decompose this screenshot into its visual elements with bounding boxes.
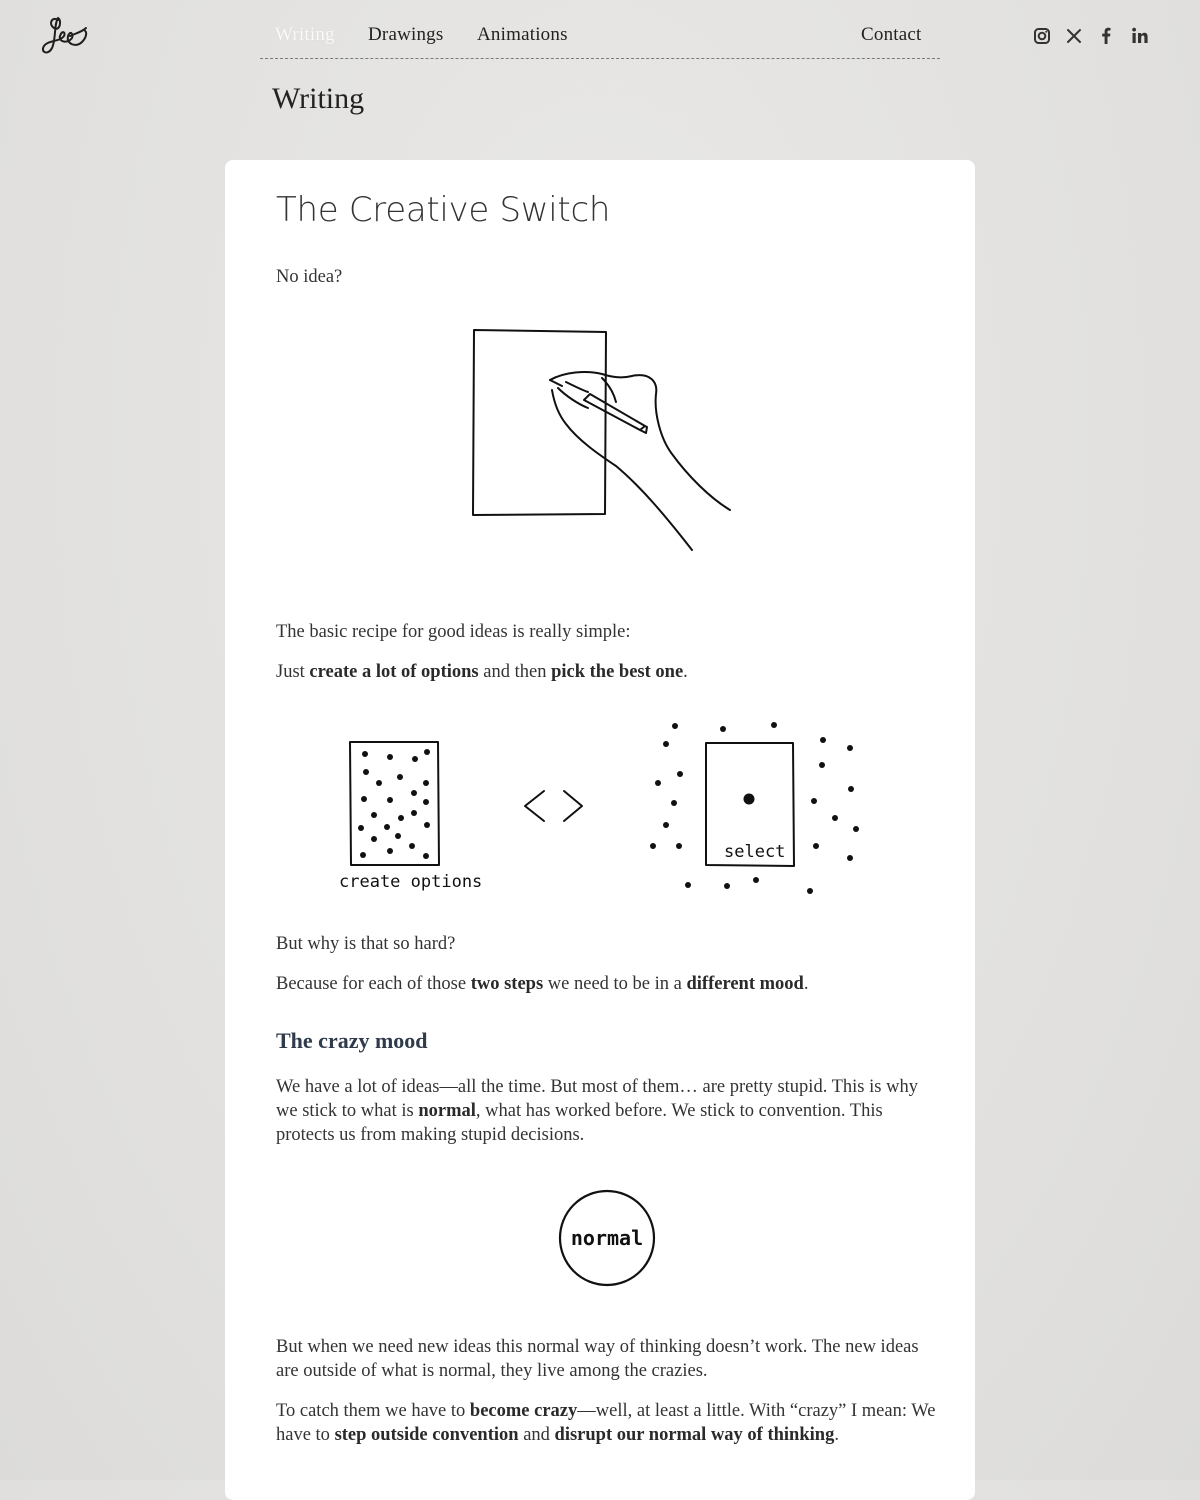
x-icon[interactable] xyxy=(1063,25,1085,47)
main-nav xyxy=(260,22,940,59)
heading-crazy-mood: The crazy mood xyxy=(276,1028,428,1053)
label-normal: normal xyxy=(570,1226,644,1250)
nav-link-drawings[interactable]: Drawings xyxy=(368,24,444,45)
illustration-options-select xyxy=(326,715,926,905)
page-title: Writing xyxy=(272,82,365,115)
article-title: The Creative Switch xyxy=(276,190,611,230)
paragraph-no-idea: No idea? xyxy=(276,267,343,287)
illustration-hand-writing xyxy=(466,320,736,555)
article-card xyxy=(225,160,975,1500)
signature-logo[interactable] xyxy=(38,14,90,58)
nav-link-writing[interactable]: Writing xyxy=(275,24,335,45)
illustration-normal-circle xyxy=(556,1188,660,1292)
paragraph-because: Because for each of those two steps we need to be in a different mood. xyxy=(276,974,809,994)
linkedin-icon[interactable] xyxy=(1129,25,1151,47)
paragraph-catch: To catch them we have to become crazy—well, at least a little. With “crazy” I mean: We have to step outside convention and disrupt our normal way of thinking. xyxy=(276,1401,936,1445)
paragraph-recipe: The basic recipe for good ideas is really simple: xyxy=(276,622,631,642)
nav-link-contact[interactable]: Contact xyxy=(861,24,922,45)
paragraph-just: Just create a lot of options and then pick the best one. xyxy=(276,662,688,682)
option-dots xyxy=(358,749,430,859)
crazy-dots xyxy=(650,722,859,894)
nav-link-animations[interactable]: Animations xyxy=(477,24,568,45)
facebook-icon[interactable] xyxy=(1095,25,1117,47)
label-select: select xyxy=(724,842,786,862)
paragraph-ideas: We have a lot of ideas—all the time. But most of them… are pretty stupid. This is why we stick to what is normal, what has worked before. We stick to convention. This protects us from making stupid decisions. xyxy=(276,1077,918,1145)
label-create-options: create options xyxy=(339,872,483,892)
paragraph-new-ideas: But when we need new ideas this normal way of thinking doesn’t work. The new ideas are outside of what is normal, they live among the crazies. xyxy=(276,1337,919,1381)
paragraph-why: But why is that so hard? xyxy=(276,934,456,954)
instagram-icon[interactable] xyxy=(1031,25,1053,47)
